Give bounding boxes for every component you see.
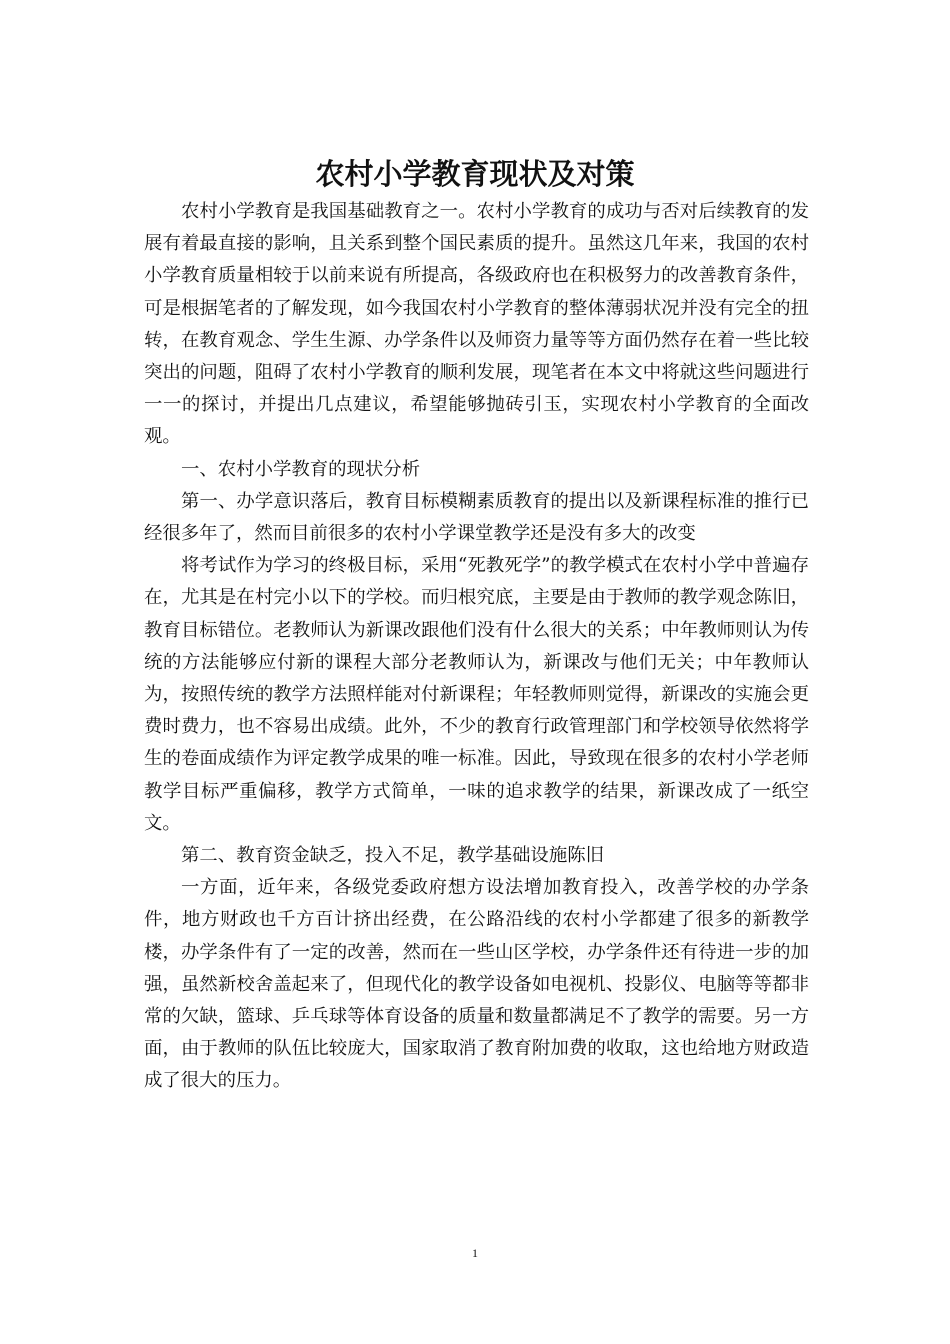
paragraph-point-one: 第一、办学意识落后，教育目标模糊素质教育的提出以及新课程标准的推行已经很多年了，然而目前很多的农村小学课堂教学还是没有多大的改变	[144, 490, 809, 545]
document-title: 农村小学教育现状及对策	[315, 157, 635, 191]
paragraph-point-two: 第二、教育资金缺乏，投入不足，教学基础设施陈旧	[181, 845, 604, 867]
paragraph-intro: 农村小学教育是我国基础教育之一。农村小学教育的成功与否对后续教育的发展有着最直接的影响，且关系到整个国民素质的提升。虽然这几年来，我国的农村小学教育质量相较于以前来说有所提高，各级政府也在积极努力的改善教育条件，可是根据笔者的了解发现，如今我国农村小学教育的整体薄弱状况并没有完全的扭转，在教育观念、学生生源、办学条件以及师资力量等等方面仍然存在着一些比较突出的问题，阻碍了农村小学教育的顺利发展，现笔者在本文中将就这些问题进行一一的探讨，并提出几点建议，希望能够抛砖引玉，实现农村小学教育的全面改观。	[144, 201, 809, 448]
section-heading-status-analysis: 一、农村小学教育的现状分析	[181, 458, 421, 480]
paragraph-funding: 一方面，近年来，各级党委政府想方设法增加教育投入，改善学校的办学条件，地方财政也千方百计挤出经费，在公路沿线的农村小学都建了很多的新教学楼，办学条件有了一定的改善，然而在一些山区学校，办学条件还有待进一步的加强，虽然新校舍盖起来了，但现代化的教学设备如电视机、投影仪、电脑等等都非常的欠缺，篮球、乒乓球等体育设备的质量和数量都满足不了教学的需要。另一方面，由于教师的队伍比较庞大，国家取消了教育附加费的收取，这也给地方财政造成了很大的压力。	[144, 877, 809, 1092]
paragraph-exam-oriented: 将考试作为学习的终极目标，采用“死教死学”的教学模式在农村小学中普遍存在，尤其是在村完小以下的学校。而归根究底，主要是由于教师的教学观念陈旧，教育目标错位。老教师认为新课改跟他们没有什么很大的关系；中年教师则认为传统的方法能够应付新的课程大部分老教师认为，新课改与他们无关；中年教师认为，按照传统的教学方法照样能对付新课程；年轻教师则觉得，新课改的实施会更费时费力，也不容易出成绩。此外，不少的教育行政管理部门和学校领导依然将学生的卷面成绩作为评定教学成果的唯一标准。因此，导致现在很多的农村小学老师教学目标严重偏移，教学方式简单，一味的追求教学的结果，新课改成了一纸空文。	[144, 555, 809, 834]
document-body	[144, 196, 809, 1098]
page-number: 1	[472, 1246, 478, 1260]
